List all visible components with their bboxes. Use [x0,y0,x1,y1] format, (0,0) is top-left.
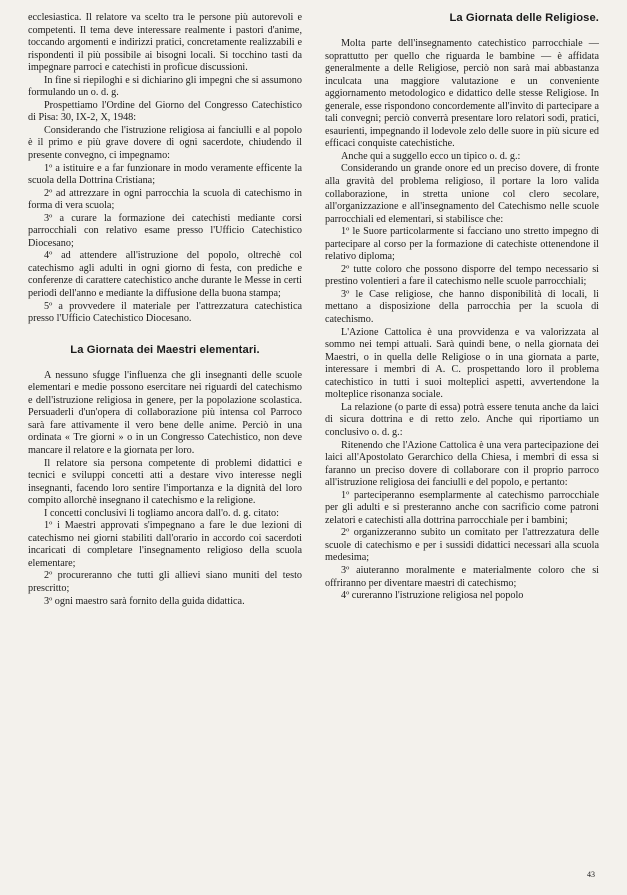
list-item: 2º organizzeranno subito un comitato per l'attrezzatura delle scuole di catechismo e per i sussidi didattici necessari alla scuola medesima; [325,527,599,564]
list-item: 3º a curare la formazione dei catechisti mediante corsi parrocchiali con relativo esame presso l'Ufficio Catechistico Diocesano; [28,212,302,249]
paragraph: Il relatore sia persona competente di problemi didattici e tecnici e sviluppi concetti atti a destare vivo interesse negli insegnanti, facendo loro sentire l'importanza e la dignità del loro compito allorchè insegnano il catechismo e la religione. [28,457,302,507]
paragraph: L'Azione Cattolica è una provvidenza e va valorizzata al sommo nei tempi attuali. Sarà quindi bene, o nella giornata dei Maestri, o in quella delle Religiose o in una giornata a parte, interessare i membri di A. C. prospettando loro il problema catechistico in tutti i suoi molteplici aspetti, avvertendone la molteplice risonanza sociale. [325,326,599,401]
list-item: 4º cureranno l'istruzione religiosa nel popolo [341,590,524,602]
list-item: 4º ad attendere all'istruzione del popolo, oltrechè col catechismo agli adulti in ogni giorno di festa, con prediche e conferenze di carattere catechistico anche durante le Messe in certi periodi dell'anno e mediante la diffusione della buona stampa; [28,250,302,300]
paragraph: Molta parte dell'insegnamento catechistico parrocchiale — soprattutto per quello che riguarda le bambine — è affidata generalmente a delle Religiose, perciò non sarà mai abbastanza inculcata una maggiore valutazione e un conveniente aggiornamento metodologico e didattico delle stesse Religiose. In generale, esse rispondono concordemente all'invito di partecipare a tali convegni; perciò converrà presentare loro relatori sodi, pratici, esaurienti, impegnando il lodevole zelo delle suore in più sicure ed efficaci conquiste catechistiche. [325,38,599,150]
paragraph: Ritenendo che l'Azione Cattolica è una vera partecipazione dei laici all'Apostolato Gerarchico della Chiesa, i membri di essa si faranno un preciso dovere di collaborare con il proprio parroco all'istruzione religiosa dei fanciulli e del popolo, e pertanto: [325,439,599,489]
paragraph: Considerando un grande onore ed un preciso dovere, di fronte alla gravità del problema religioso, il portare la loro valida collaborazione, in stretta unione col clero secolare, all'organizzazione e all'insegnamento del Catechismo nelle scuole parrocchiali ed elementari, si stabilisce che: [325,163,599,225]
left-top-paragraphs [28,12,302,326]
list-item: 2º procureranno che tutti gli allievi siano muniti del testo prescritto; [28,570,302,594]
list-item: 3º ogni maestro sarà fornito della guida didattica. [44,595,245,607]
paragraph: In fine si riepiloghi e si dichiarino gli impegni che si assumono formulando un o. d. g. [28,74,302,99]
paragraph: Considerando che l'istruzione religiosa ai fanciulli e al popolo è il primo e più grave dovere di ogni sacerdote, chiudendo il presente convegno, ci impegnamo: [28,124,302,162]
paragraph: Anche qui a suggello ecco un tipico o. d. g.: [341,150,521,162]
list-item: 1º a istituire e a far funzionare in modo veramente efficente la scuola della Dottrina Cristiana; [28,162,302,187]
section-heading-maestri: La Giornata dei Maestri elementari. [70,343,260,356]
left-bottom-paragraphs [28,370,302,608]
list-item: 2º ad attrezzare in ogni parrocchia la scuola di catechismo in forma di vera scuola; [28,187,302,212]
list-item: 3º le Case religiose, che hanno disponibilità di locali, li mettano a disposizione della parrocchia per la scuola di catechismo. [325,288,599,326]
paragraph: A nessuno sfugge l'influenza che gli insegnanti delle scuole elementari e medie possono esercitare nei riguardi del catechismo e dell'istruzione religiosa in genere, per la popolazione scolastica. Persuaderli d'un'opera di collaborazione più intensa col Parroco sarà fare attivamente il vero bene delle anime. Perciò in una ordinata « Tre giorni » o in un Congresso Catechistico, non deve mancare il relatore e la giornata per loro. [28,369,302,456]
list-item: 5º a provvedere il materiale per l'attrezzatura catechistica presso l'Ufficio Catechistico Diocesano. [28,300,302,325]
list-item: 1º parteciperanno esemplarmente al catechismo parrocchiale per gli adulti e si presteranno anche con sacrificio come patroni zelatori e catechisti alla dottrina parrocchiale per i bambini; [325,489,599,526]
right-column [325,12,599,608]
list-item: 1º le Suore particolarmente si facciano uno stretto impegno di partecipare al corso per la formazione di catechiste ottenendone il relativo diploma; [325,226,599,263]
right-paragraphs [325,38,599,603]
paragraph: I concetti conclusivi li togliamo ancora dall'o. d. g. citato: [44,507,279,519]
text-columns [28,12,599,608]
list-item: 2º tutte coloro che possono disporre del tempo necessario si prestino volentieri a fare il catechismo nelle scuole parrocchiali; [325,263,599,288]
paragraph: ecclesiastica. Il relatore va scelto tra le persone più autorevoli e competenti. Il tema deve interessare realmente i pastori d'anime, toccando argomenti e indirizzi pratici, concretamente realizzabili e rispondenti il più possibile ai bisogni locali. Si tocchino tasti da impegnare parroci e catechisti in proficue discussioni. [28,12,302,74]
section-heading-religiose: La Giornata delle Religiose. [449,12,599,24]
paragraph: La relazione (o parte di essa) potrà essere tenuta anche da laici di sicura dottrina e di retto zelo. Anche qui riportiamo un conclusivo o. d. g.: [325,401,599,438]
list-item: 3º aiuteranno moralmente e materialmente coloro che si offriranno per diventare maestri di catechismo; [325,564,599,589]
left-column [28,12,302,608]
paragraph: Prospettiamo l'Ordine del Giorno del Congresso Catechistico di Pisa: 30, IX-2, X, 1948: [28,99,302,124]
page-number: 43 [587,870,595,879]
list-item: 1º i Maestri approvati s'impegnano a fare le due lezioni di catechismo nei giorni stabiliti dall'orario in accordo coi sacerdoti incaricati di completare l'insegnamento religioso della scuola elementare; [28,520,302,569]
